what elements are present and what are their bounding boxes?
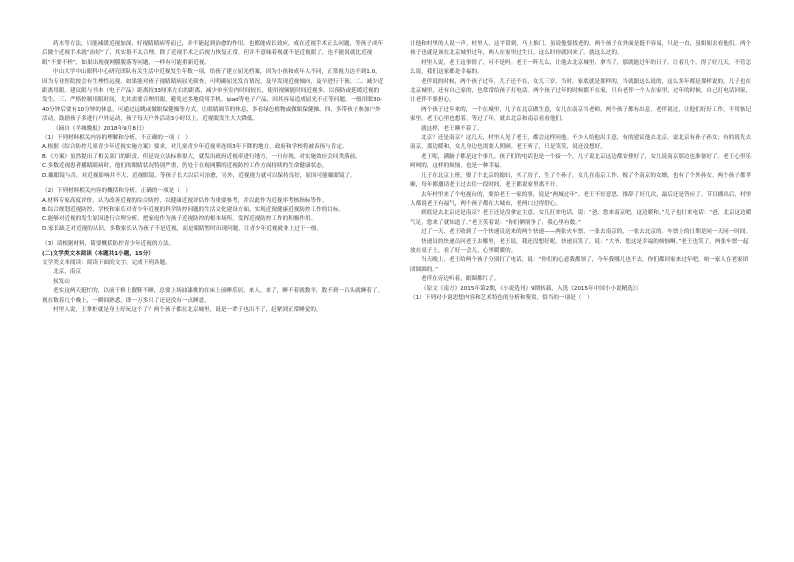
story-paragraph: 儿子在北京上班，娶了个北京的媳妇，买了房子，生了个孙子。女儿在南京工作，嫁了个南京的女婿，也有了个外孙女。两个孩子都孝顺，每年都邀请老王过去住一段时间，老王都说家里离不开。	[410, 172, 752, 189]
story-paragraph: 老王呢，满脑子都是这个事儿。孩子们的电话也是一个接一个，儿子说北京这边都安排好了，女儿说南京那边也准备好了。老王心里乐呵呵的，这样的烦恼，也是一种幸福。	[410, 153, 752, 170]
question-1-stem: （1）下列材料相关内容的理解和分析，不正确的一项（ ）	[42, 135, 191, 142]
question-2-stem: （2）下列材料相关内容的概括和分析，正确的一项是（ ）	[42, 188, 191, 195]
question-1-option-b: B.《方案》虽然提出了相关部门的职责，但是设立法标准很大，就发出政府近视率进行地方，一旦存现，对实施效应会同类落前。	[42, 153, 361, 160]
story-paragraph: 当天晚上，老王给两个孩子分别打了电话，说：“你们的心意我都领了，今年我哪儿也不去，你们都回家来过年吧，咱一家人在老家团团圆圆的。”	[410, 257, 749, 273]
story-paragraph: 让他和村里的人说一声。村里人，这平常到，马上推门，虽说他要找老的，两个孩子在外面是挺不容易，只是一直，虽姐姐去看他们。两个孩子也就是该在北京城里过年，两人在家里过生日，这么时你就回来了。就这么过的。	[410, 41, 752, 57]
story-title: 北京，南京	[53, 269, 81, 276]
question-2-option-b: B.综合规划近视防控，学校和家长对青少年近视的科学防控问题的生活文化建设方面，实现近视健康近视防控工作的目标。	[42, 206, 345, 213]
story-paragraph-1: 老实这两天挺忙的，以前干修上靓鞋不睡，总要上场油漆挑的在床上前睡乐居。来人，来了，睡不着就数羊，数不到一百头就睡着了。现在数着几个晚上，一瞬间熟悉，即一万多只了还是没有一点睡意。	[42, 288, 384, 304]
question-1-option-a: A.根据《综合防控儿童青少年近视实施方案》要求，对儿童青少年近视率连续3年下降的地方，政府和学校将被表扬与肯定。	[42, 144, 348, 151]
story-paragraph: 老伴在旁边听着，眼圈都红了。	[421, 276, 500, 283]
question-1-option-c: C.多数近视患者播睛睛病时，他们的眼睛状况特别严重，仍处于在视网膜的近视防控工作方面持续的生命健康状态。	[42, 163, 328, 170]
story-source: （原文《南方》2015年第2期，《小说选刊》9期转载，入选《2015年中国小小说精选》）	[421, 285, 642, 292]
right-column	[410, 40, 752, 303]
section-heading: (二)文学类文本阅读（本题共1小题，15分）	[42, 250, 154, 257]
question-1-option-d: D.戴眼镜与否，对近视影响并不大，近视眼镜、等孩子长大以后可治愈，另外，近视视力就可以保持良好，原因可能戴眼镜了。	[42, 172, 356, 179]
story-paragraph-2: 村里人说，王掌柜就是身上好玩这个了？两个孩子都在北京城里，说是一辈子也出不了，赶紧到正常睡觉的。	[53, 306, 322, 313]
question-2-option-c: C.能够对近视的发生原因进行合理分析，把家庭作为孩子近视防控的根本场所，发挥近视防控工作的积极作用。	[42, 216, 317, 223]
story-author: 侯发山	[53, 278, 70, 285]
section-instruction: 文学类文本阅读：阅读下面的文字，完成下列各题。	[42, 259, 171, 266]
question-3-stem: （3）请根据材料，简要概括防控青少年近视的方法。	[42, 241, 175, 248]
story-paragraph: 过了一天，老王收到了一个快递员送来的两个快递——两张火车票，一张去南京的，一张去北京的。车票上的日期是同一天同一时间。	[421, 229, 752, 236]
intro-paragraph-1: 药水等方法，只能减缓近视加深，好视睛睛病等而已，并不能起到治愈的作用。也都能成长效应，戒在近视手术正么问题，等孩子成年后做个近视手术就“治好”了，其实很不太合理，除了近视手术之后视力恢复正常，但并不意味着视就不是近视眼了，也不能说就比近视眼“不要不样”，如果出现视网膜脱落等问题，一样有可能重新近视。	[42, 41, 384, 66]
story-paragraph: 快递员的快递员问老王去哪里，老王说，我还没想好呢。快递员笑了，说：“大爷，您这是幸福的烦恼啊。”老王也笑了，两张车票一起放在桌子上，看了好一会儿，心里暖暖的。	[410, 238, 749, 254]
story-paragraph: 老伴说的时候，两个孩子过年，儿子还不在，女儿三岁。当时，家底就是那样的，当就跟这么说的，这么多年都是那样说的。儿子也在北京城里，还有自己家的，也常常给孩子打电话。两个孩子过年的时候都不在家，只有老伴一个人在家里，过年的时候，自己打电话回家，让老伴不要担心。	[410, 78, 752, 104]
source-line: （摘自《羊城晚报》2018年9月8日）	[53, 125, 148, 132]
story-paragraph: 去年村里来了个电视台的，要拍老王一家的事，说是“两城过年”。老王不好意思，推辞了好几次，最后还是答应了。节目播出后，村里人都说老王有福气，两个孩子都在大城市，老两口过得舒心。	[410, 191, 752, 207]
story-question-1: （1）下列对小说思想内容和艺术特色的分析和鉴赏，恰当的一项是（ ）	[410, 294, 593, 301]
intro-paragraph-2: 中山大学中山眼科中心研究团队有关生活中近视发生年数一项，给孩子建立屈光档案，因为小孩和成年人不同，正常视力达不到1.0，因为专业医院按会有生理性远视，如果能对孩子视睛睛病屈光筛查，可明确屈光发育情况，及早发现近视倾向，及早进行干预。二、减少近距离用眼。建议眼与书本（电子产品）距离持33厘米左右的距离，减少单至室内时间较长，使用视频能时间近视多。以预防或延缓近视的发生。三、严格控制用眼时间，尤其需要合理用眼，避免过多地使用手机、ipad等电子产品，因其容易造成屈光不正等问题，一般用眼30-40分钟后要有10分钟的休息，可通过远眺或做眼保健操等方式，让眼睛调节的休息，多看绿色植物或做眼保健操。四、多带孩子参加户外活动，鼓励孩子多进行户外运动，孩子每天户外活动3小时以上，近视眼发生大大降低。	[42, 69, 384, 123]
story-paragraph: 北京？还是南京？这几天，村里人见了老王，都会这样问他。不少人给他出主意，有的建议他去北京，说北京有孙子孙女；有的说先去南京，那边暖和，女儿身边也需要人照顾。老王听了，只是笑笑，说还没想好。	[410, 135, 752, 151]
question-2-option-d: D.家长缺乏对近视的认识，多数家长认为孩子不是近视，而是眼睛暂时出现问题，让青少年近视就业上过于一般。	[42, 225, 323, 232]
story-paragraph: 到底是去北京还是南京？老王还是没拿定主意。女儿打来电话，说：“爸，您来南京吧，这边暖和。”儿子也打来电话：“爸，北京这边暖气足，您来了就知道了。”老王笑着说：“你们俩别争了，我心里有数。”	[410, 210, 752, 226]
story-paragraph: 村里人说，老王这事情了，可不是吗。老王一阵儿么，让他去北京城里，拿当了，那就能过年的日子，让着几个，得了好几天，不管怎么说，我们这家都是幸福的。	[410, 59, 752, 76]
left-column	[42, 40, 384, 315]
story-paragraph: 就这样，老王睡不着了。	[421, 125, 483, 132]
story-paragraph: 两个孩子过年来的，一个在城里，儿子在北京做生意，女儿在南京当老师。两个孩子都有出息，老伴说过，让他们好好工作，不用惦记家里。老王心里也想着，等过了年，就去北京和南京看看他们。	[410, 106, 752, 123]
question-2-option-a: A.材料专家高度评价，认为改善近视的综合防控，以健康近视评估作为重要参考，并以此作为近视率考核指标等作。	[42, 197, 328, 204]
